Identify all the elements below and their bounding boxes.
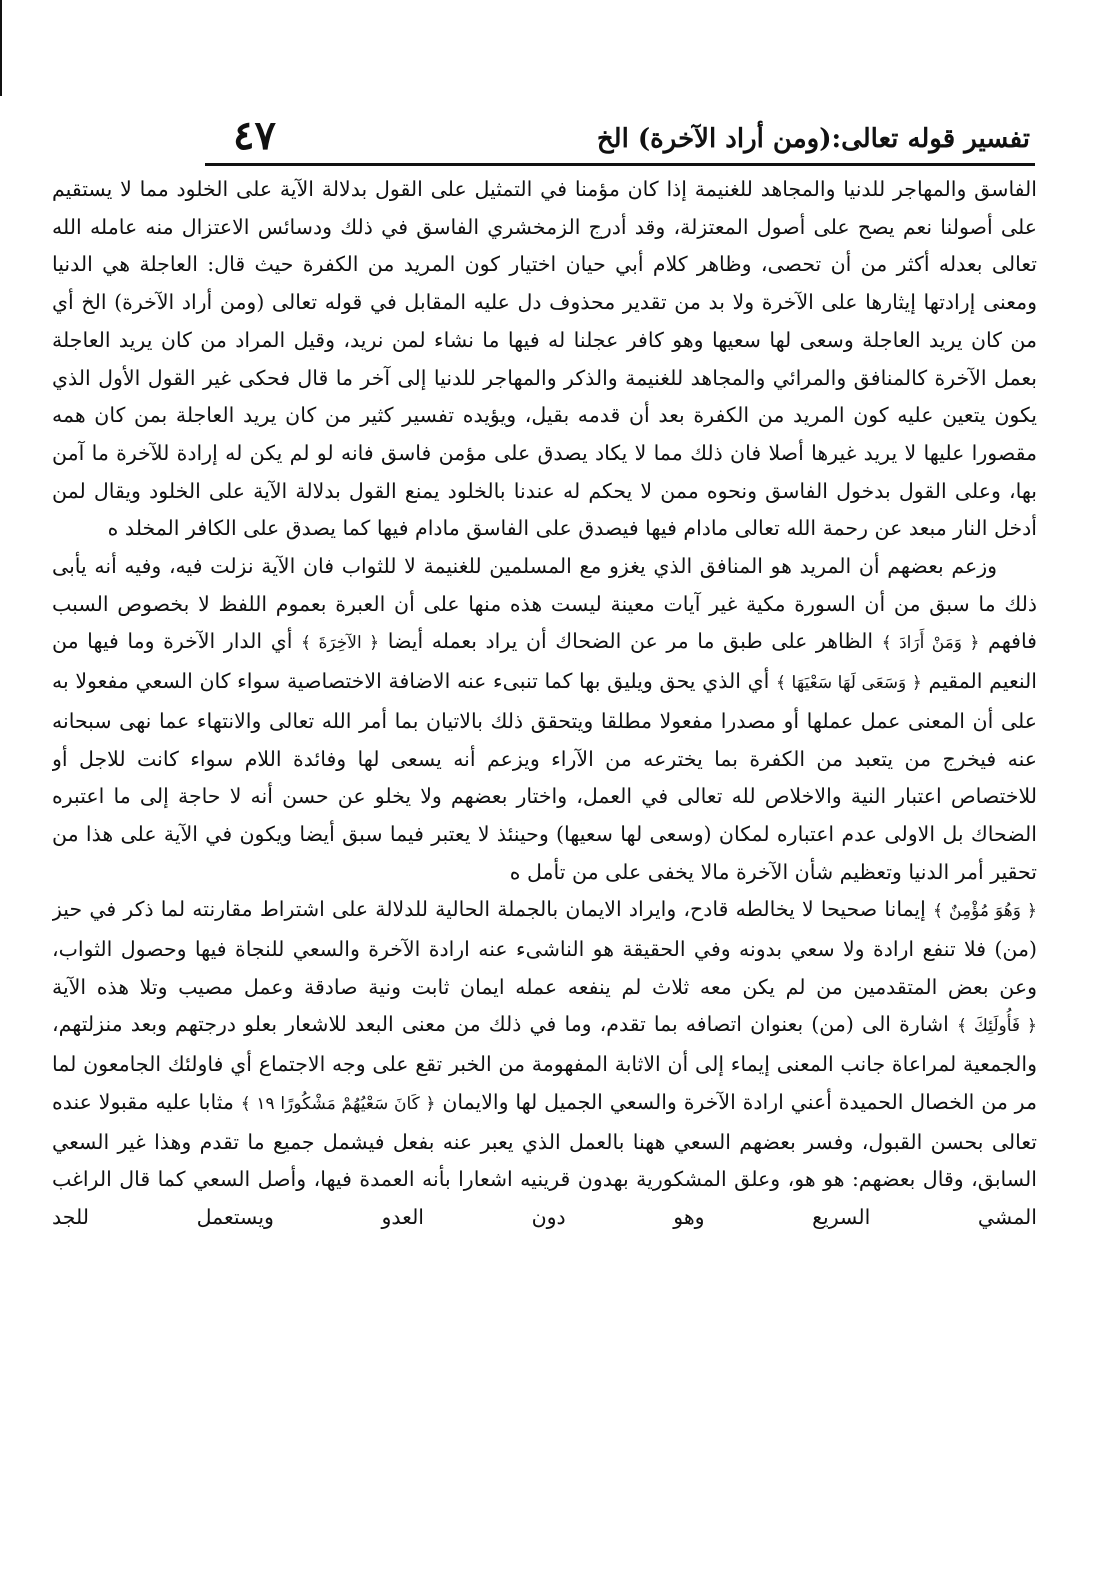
text-run: وزعم بعضهم أن المريد هو المنافق الذي يغزو مع المسلمين للغنيمة لا للثواب فان الآية نزلت فيه، وفيه أنه يأبى ذلك ما سبق من أن السورة مكية غير آيات معينة ليست هذه منها على أن العبرة بعموم اللفظ لا بخصوص السبب فافهم bbox=[52, 554, 1037, 654]
body-text bbox=[52, 171, 1037, 1566]
quran-quote: ﴿ وَهُوَ مُؤْمِنٌ ﴾ bbox=[933, 901, 1037, 922]
page-number: ٤٧ bbox=[233, 112, 276, 159]
text-run: أي الدار الآخرة وما فيها من النعيم المقيم bbox=[52, 629, 1037, 694]
page-header bbox=[205, 112, 1030, 162]
quran-quote: ﴿ كَانَ سَعْيُهُمْ مَشْكُورًا ١٩ ﴾ bbox=[240, 1093, 436, 1114]
header-divider bbox=[205, 163, 1035, 166]
running-title: تفسير قوله تعالى:(ومن أراد الآخرة) الخ bbox=[596, 124, 1030, 154]
text-run: إيمانا صحيحا لا يخالطه قادح، وايراد الايمان بالجملة الحالية للدلالة على اشتراط مقارنته لما ذكر في حيز (من) فلا تنفع ارادة ولا سعي بدونه وفي الحقيقة هو الناشىء عنه ارادة الآخرة والسعي للنجاة فيها وحصول الثواب، وعن بعض المتقدمين من لم يكن معه ثلاث لم ينفعه عمله ايمان ثابت ونية صادقة وعمل مصيب وتلا هذه الآية bbox=[52, 897, 1037, 999]
quran-quote: ﴿ الآخِرَةَ ﴾ bbox=[301, 633, 380, 654]
quran-quote: ﴿ وَسَعَى لَهَا سَعْيَهَا ﴾ bbox=[776, 673, 922, 694]
quran-quote: ﴿ فَأُولَئِكَ ﴾ bbox=[956, 1016, 1037, 1037]
paragraph: الفاسق والمهاجر للدنيا والمجاهد للغنيمة إذا كان مؤمنا في التمثيل على القول بدلالة الآية على الخلود مما لا يستقيم على أصولنا نعم يصح على أصول المعتزلة، وقد أدرج الزمخشري الفاسق في ذلك ودسائس الاعتزال منه عامله الله تعالى بعدله أكثر من أن تحصى، وظاهر كلام أبي حيان اختيار كون المريد من الكفرة حيث قال: العاجلة هي الدنيا ومعنى إرادتها إيثارها على الآخرة ولا بد من تقدير محذوف دل عليه المقابل في قوله تعالى (ومن أراد الآخرة) الخ أي من كان يريد العاجلة وسعى لها سعيها وهو كافر عجلنا له فيها ما نشاء لمن نريد، وقيل المراد من كان يريد العاجلة بعمل الآخرة كالمنافق والمرائي والمجاهد للغنيمة والذكر والمهاجر للدنيا إلى آخر ما قال فحكى غير القول الأول الذي يكون يتعين عليه كون المريد من الكفرة بعد أن قدمه بقيل، ويؤيده تفسير كثير من كان يريد العاجلة بمن كان همه مقصورا عليها لا يريد غيرها أصلا فان ذلك مما لا يكاد يصدق على مؤمن فاسق فانه لو لم يكن له إرادة للآخرة ما آمن بها، وعلى القول بدخول الفاسق ونحوه ممن لا يحكم له عندنا بالخلود يمنع القول بدلالة الآية على الخلود ويقال لمن أدخل النار مبعد عن رحمة الله تعالى مادام فيها فيصدق على الفاسق مادام فيها كما يصدق على الكافر المخلد ه bbox=[52, 177, 1037, 541]
paragraph bbox=[52, 548, 1037, 891]
text-run: مثابا عليه مقبولا عنده تعالى بحسن القبول، وفسر بعضهم السعي ههنا بالعمل الذي يعبر عنه بفعل فيشمل جميع ما تقدم وهذا غير السعي السابق، وقال بعضهم: هو هو، وعلق المشكورية بهدون قرينيه اشعارا بأنه العمدة فيها، وأصل السعي كما قال الراغب المشي السريع وهو دون العدو ويستعمل للجد bbox=[52, 1089, 1037, 1229]
text-run: أي الذي يحق ويليق بها كما تنبىء عنه الاضافة الاختصاصية سواء كان السعي مفعولا به على أن المعنى عمل عملها أو مصدرا مفعولا مطلقا ويتحقق ذلك بالاتيان بما أمر الله تعالى والانتهاء عما نهى سبحانه عنه فيخرج من يتعبد من الكفرة بما يخترعه من الآراء ويزعم أنه يسعى لها وفائدة اللام سواء كانت للاجل أو للاختصاص اعتبار النية والاخلاص لله تعالى في العمل، واختار بعضهم ولا يخلو عن حسن أنه لا حاجة إلى ما اعتبره الضحاك بل الاولى عدم اعتباره لمكان (وسعى لها سعيها) وحينئذ لا يعتبر فيما سبق أيضا ويكون في الآية على هذا من تحقير أمر الدنيا وتعظيم شأن الآخرة مالا يخفى على من تأمل ه bbox=[52, 669, 1037, 884]
page-edge-rule bbox=[0, 0, 2, 96]
text-run: اشارة الى (من) بعنوان اتصافه بما تقدم، وما في ذلك من معنى البعد للاشعار بعلو درجتهم وبعد منزلتهم، والجمعية لمراعاة جانب المعنى إيماء إلى أن الاثابة المفهومة من الخبر تقع على وجه الاجتماع أي فاولئك الجامعون لما مر من الخصال الحميدة أعني ارادة الآخرة والسعي الجميل لها والايمان bbox=[52, 1012, 1037, 1114]
paragraph bbox=[52, 891, 1037, 1236]
quran-quote: ﴿ وَمَنْ أَرَادَ ﴾ bbox=[881, 633, 980, 654]
text-run: الظاهر على طبق ما مر عن الضحاك أن يراد بعمله أيضا bbox=[387, 629, 874, 654]
